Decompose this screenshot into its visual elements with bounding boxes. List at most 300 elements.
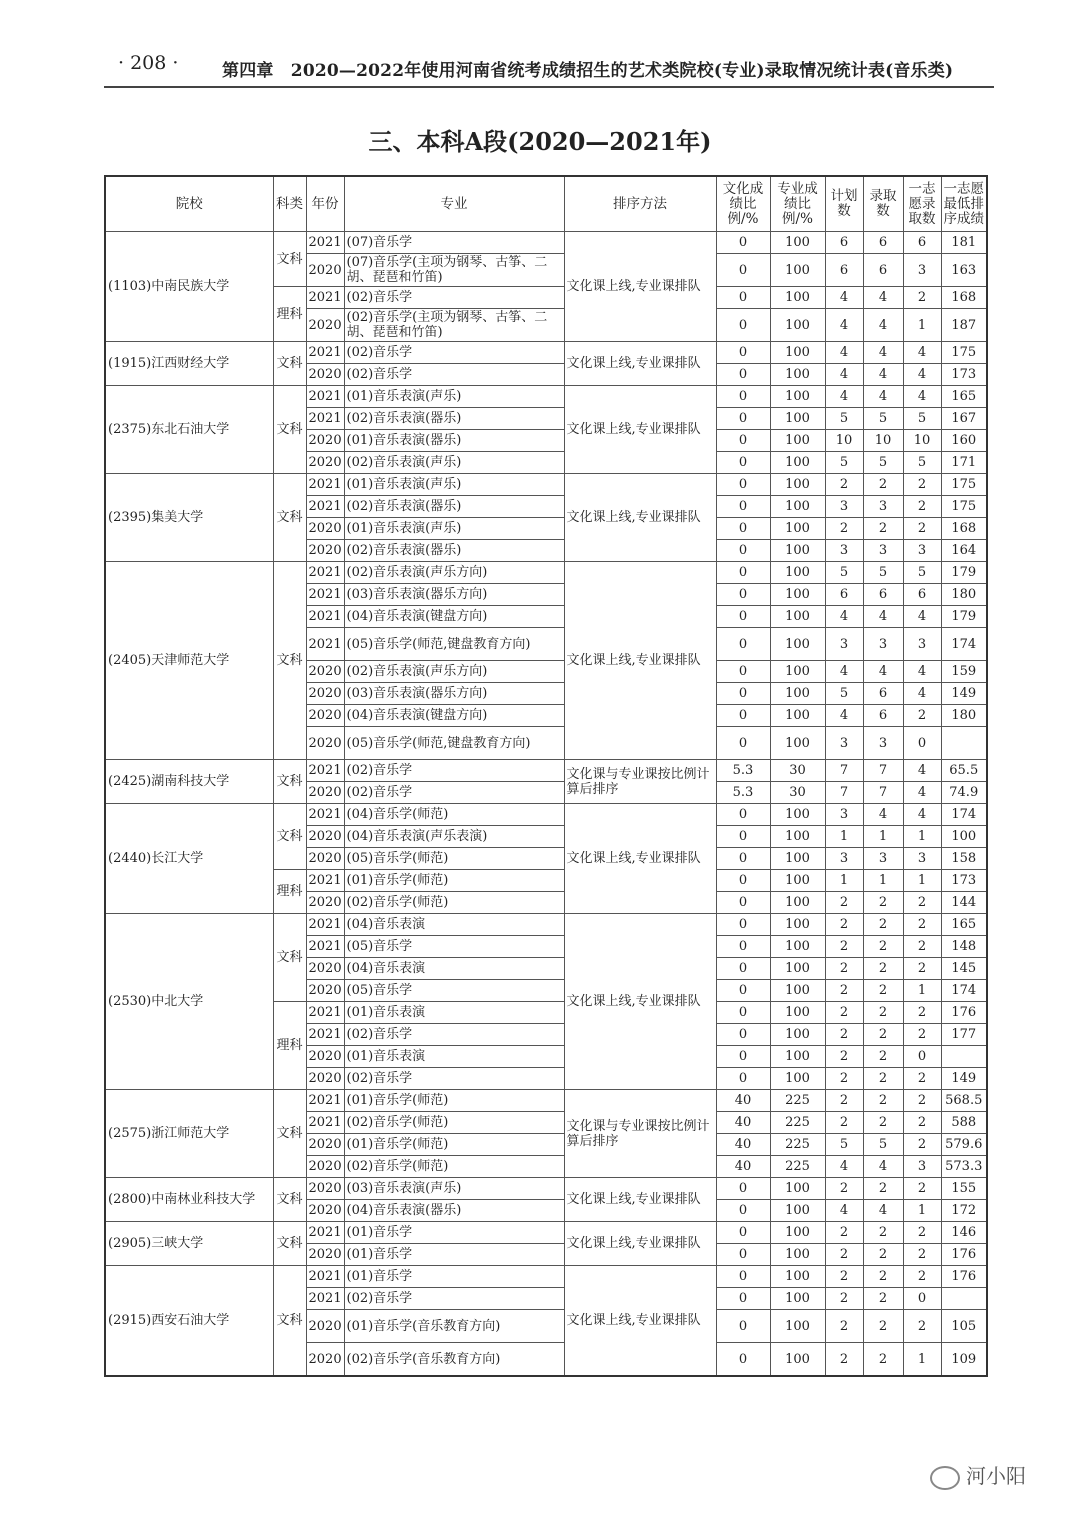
major-cell: (02)音乐学 (344, 1024, 564, 1046)
major-ratio-cell: 100 (770, 232, 825, 254)
footer-brand-text: 河小阳 (966, 1464, 1026, 1488)
year-cell: 2020 (306, 518, 344, 540)
school-name-cell: (1915)江西财经大学 (105, 342, 273, 386)
plan-cell: 2 (825, 1244, 863, 1266)
major-ratio-cell: 225 (770, 1156, 825, 1178)
major-cell: (01)音乐学 (344, 1222, 564, 1244)
min-score-cell (941, 727, 987, 760)
first-choice-cell: 2 (903, 474, 941, 496)
major-ratio-cell: 100 (770, 287, 825, 309)
culture-ratio-cell: 0 (716, 727, 770, 760)
chapter-header: 第四章 2020—2022年使用河南省统考成绩招生的艺术类院校(专业)录取情况统计表(音乐类) (222, 61, 954, 81)
admitted-cell: 4 (863, 287, 903, 309)
plan-cell: 4 (825, 1156, 863, 1178)
first-choice-cell: 2 (903, 914, 941, 936)
min-score-cell: 179 (941, 606, 987, 628)
column-header: 一志愿最低排序成绩 (941, 176, 987, 232)
year-cell: 2021 (306, 232, 344, 254)
sort-method-cell: 文化课上线,专业课排队 (564, 562, 716, 760)
major-ratio-cell: 100 (770, 584, 825, 606)
major-ratio-cell: 100 (770, 254, 825, 287)
first-choice-cell: 4 (903, 386, 941, 408)
culture-ratio-cell: 0 (716, 386, 770, 408)
admitted-cell: 2 (863, 1266, 903, 1288)
column-header: 文化成绩比例/% (716, 176, 770, 232)
culture-ratio-cell: 0 (716, 705, 770, 727)
school-name-cell: (2915)西安石油大学 (105, 1266, 273, 1377)
admitted-cell: 2 (863, 1002, 903, 1024)
first-choice-cell: 4 (903, 342, 941, 364)
major-cell: (03)音乐表演(声乐) (344, 1178, 564, 1200)
culture-ratio-cell: 0 (716, 683, 770, 705)
culture-ratio-cell: 0 (716, 1068, 770, 1090)
major-ratio-cell: 100 (770, 1244, 825, 1266)
admitted-cell: 3 (863, 628, 903, 661)
subject-cell: 文科 (273, 804, 306, 870)
first-choice-cell: 4 (903, 606, 941, 628)
min-score-cell: 173 (941, 364, 987, 386)
column-header: 一志愿录取数 (903, 176, 941, 232)
admitted-cell: 4 (863, 1156, 903, 1178)
plan-cell: 5 (825, 1134, 863, 1156)
min-score-cell: 176 (941, 1266, 987, 1288)
running-header (104, 48, 994, 88)
major-cell: (02)音乐表演(声乐) (344, 452, 564, 474)
major-ratio-cell: 225 (770, 1134, 825, 1156)
major-ratio-cell: 100 (770, 936, 825, 958)
culture-ratio-cell: 40 (716, 1112, 770, 1134)
first-choice-cell: 2 (903, 1024, 941, 1046)
admitted-cell: 6 (863, 584, 903, 606)
admitted-cell: 2 (863, 958, 903, 980)
first-choice-cell: 0 (903, 1046, 941, 1068)
first-choice-cell: 2 (903, 1310, 941, 1343)
min-score-cell: 180 (941, 705, 987, 727)
major-ratio-cell: 100 (770, 342, 825, 364)
culture-ratio-cell: 0 (716, 254, 770, 287)
admitted-cell: 7 (863, 782, 903, 804)
wechat-icon (930, 1466, 960, 1490)
min-score-cell: 181 (941, 232, 987, 254)
first-choice-cell: 1 (903, 309, 941, 342)
first-choice-cell: 4 (903, 683, 941, 705)
admitted-cell: 4 (863, 804, 903, 826)
year-cell: 2020 (306, 452, 344, 474)
admitted-cell: 2 (863, 1244, 903, 1266)
plan-cell: 4 (825, 1200, 863, 1222)
min-score-cell: 149 (941, 1068, 987, 1090)
sort-method-cell: 文化课上线,专业课排队 (564, 804, 716, 914)
year-cell: 2020 (306, 782, 344, 804)
culture-ratio-cell: 0 (716, 914, 770, 936)
min-score-cell: 174 (941, 980, 987, 1002)
subject-cell: 文科 (273, 562, 306, 760)
year-cell: 2021 (306, 870, 344, 892)
major-ratio-cell: 100 (770, 1288, 825, 1310)
plan-cell: 3 (825, 628, 863, 661)
column-header: 科类 (273, 176, 306, 232)
admitted-cell: 4 (863, 606, 903, 628)
culture-ratio-cell: 5.3 (716, 782, 770, 804)
plan-cell: 2 (825, 1024, 863, 1046)
first-choice-cell: 1 (903, 980, 941, 1002)
major-ratio-cell: 100 (770, 705, 825, 727)
year-cell: 2020 (306, 1134, 344, 1156)
header-row (105, 176, 987, 232)
culture-ratio-cell: 0 (716, 562, 770, 584)
first-choice-cell: 2 (903, 936, 941, 958)
sort-method-cell: 文化课上线,专业课排队 (564, 474, 716, 562)
plan-cell: 2 (825, 1068, 863, 1090)
first-choice-cell: 2 (903, 287, 941, 309)
plan-cell: 3 (825, 848, 863, 870)
admitted-cell: 2 (863, 914, 903, 936)
culture-ratio-cell: 0 (716, 1200, 770, 1222)
year-cell: 2021 (306, 1024, 344, 1046)
column-header: 计划数 (825, 176, 863, 232)
major-cell: (03)音乐表演(器乐方向) (344, 683, 564, 705)
min-score-cell: 146 (941, 1222, 987, 1244)
year-cell: 2020 (306, 430, 344, 452)
year-cell: 2020 (306, 848, 344, 870)
culture-ratio-cell: 40 (716, 1134, 770, 1156)
plan-cell: 4 (825, 287, 863, 309)
year-cell: 2021 (306, 914, 344, 936)
plan-cell: 2 (825, 1002, 863, 1024)
culture-ratio-cell: 0 (716, 232, 770, 254)
major-ratio-cell: 100 (770, 540, 825, 562)
major-cell: (02)音乐学(师范) (344, 1112, 564, 1134)
min-score-cell: 176 (941, 1244, 987, 1266)
major-cell: (05)音乐学(师范) (344, 848, 564, 870)
plan-cell: 4 (825, 705, 863, 727)
plan-cell: 3 (825, 727, 863, 760)
culture-ratio-cell: 0 (716, 1244, 770, 1266)
plan-cell: 3 (825, 804, 863, 826)
min-score-cell: 159 (941, 661, 987, 683)
year-cell: 2020 (306, 1343, 344, 1377)
major-ratio-cell: 100 (770, 408, 825, 430)
plan-cell: 2 (825, 1046, 863, 1068)
min-score-cell: 144 (941, 892, 987, 914)
sort-method-cell: 文化课上线,专业课排队 (564, 1266, 716, 1377)
admitted-cell: 2 (863, 1068, 903, 1090)
plan-cell: 2 (825, 914, 863, 936)
first-choice-cell: 0 (903, 1288, 941, 1310)
major-cell: (04)音乐表演(声乐表演) (344, 826, 564, 848)
first-choice-cell: 5 (903, 452, 941, 474)
major-ratio-cell: 100 (770, 606, 825, 628)
major-ratio-cell: 100 (770, 958, 825, 980)
major-cell: (02)音乐学 (344, 760, 564, 782)
major-cell: (04)音乐表演 (344, 914, 564, 936)
culture-ratio-cell: 0 (716, 1024, 770, 1046)
culture-ratio-cell: 0 (716, 936, 770, 958)
plan-cell: 2 (825, 1343, 863, 1377)
subject-cell: 文科 (273, 474, 306, 562)
culture-ratio-cell: 0 (716, 1310, 770, 1343)
culture-ratio-cell: 0 (716, 606, 770, 628)
culture-ratio-cell: 0 (716, 1343, 770, 1377)
major-ratio-cell: 100 (770, 1024, 825, 1046)
major-cell: (02)音乐学(主项为钢琴、古筝、二胡、琵琶和竹笛) (344, 309, 564, 342)
major-ratio-cell: 100 (770, 496, 825, 518)
admitted-cell: 2 (863, 1112, 903, 1134)
major-cell: (02)音乐学 (344, 342, 564, 364)
year-cell: 2020 (306, 661, 344, 683)
min-score-cell: 568.5 (941, 1090, 987, 1112)
subject-cell: 文科 (273, 914, 306, 1002)
first-choice-cell: 4 (903, 661, 941, 683)
first-choice-cell: 1 (903, 1200, 941, 1222)
min-score-cell: 165 (941, 386, 987, 408)
subject-cell: 文科 (273, 1266, 306, 1377)
admitted-cell: 6 (863, 683, 903, 705)
major-ratio-cell: 100 (770, 804, 825, 826)
major-ratio-cell: 225 (770, 1090, 825, 1112)
major-ratio-cell: 100 (770, 826, 825, 848)
major-ratio-cell: 100 (770, 1343, 825, 1377)
year-cell: 2020 (306, 705, 344, 727)
table-row (105, 342, 987, 364)
plan-cell: 2 (825, 1288, 863, 1310)
min-score-cell: 74.9 (941, 782, 987, 804)
major-cell: (02)音乐学(师范) (344, 1156, 564, 1178)
culture-ratio-cell: 0 (716, 408, 770, 430)
year-cell: 2020 (306, 1244, 344, 1266)
major-cell: (02)音乐表演(器乐) (344, 496, 564, 518)
table-row (105, 1222, 987, 1244)
table-row (105, 760, 987, 782)
culture-ratio-cell: 0 (716, 1046, 770, 1068)
sort-method-cell: 文化课上线,专业课排队 (564, 1222, 716, 1266)
table-row (105, 474, 987, 496)
admitted-cell: 4 (863, 309, 903, 342)
year-cell: 2021 (306, 1112, 344, 1134)
table-row (105, 1266, 987, 1288)
plan-cell: 5 (825, 562, 863, 584)
plan-cell: 5 (825, 452, 863, 474)
major-cell: (05)音乐学 (344, 936, 564, 958)
first-choice-cell: 2 (903, 518, 941, 540)
year-cell: 2021 (306, 1222, 344, 1244)
admitted-cell: 5 (863, 1134, 903, 1156)
min-score-cell: 180 (941, 584, 987, 606)
plan-cell: 2 (825, 1112, 863, 1134)
plan-cell: 4 (825, 386, 863, 408)
admitted-cell: 2 (863, 1024, 903, 1046)
plan-cell: 2 (825, 892, 863, 914)
culture-ratio-cell: 0 (716, 364, 770, 386)
culture-ratio-cell: 0 (716, 1266, 770, 1288)
major-cell: (01)音乐学(师范) (344, 1090, 564, 1112)
first-choice-cell: 2 (903, 958, 941, 980)
year-cell: 2020 (306, 364, 344, 386)
major-ratio-cell: 100 (770, 1222, 825, 1244)
culture-ratio-cell: 0 (716, 474, 770, 496)
year-cell: 2020 (306, 1200, 344, 1222)
admitted-cell: 2 (863, 1090, 903, 1112)
min-score-cell: 179 (941, 562, 987, 584)
subject-cell: 文科 (273, 1090, 306, 1178)
major-cell: (01)音乐表演(声乐) (344, 518, 564, 540)
major-ratio-cell: 100 (770, 914, 825, 936)
year-cell: 2021 (306, 287, 344, 309)
major-ratio-cell: 100 (770, 518, 825, 540)
plan-cell: 2 (825, 1178, 863, 1200)
table-row (105, 386, 987, 408)
school-name-cell: (2575)浙江师范大学 (105, 1090, 273, 1178)
major-ratio-cell: 100 (770, 870, 825, 892)
admitted-cell: 4 (863, 661, 903, 683)
major-cell: (05)音乐学(师范,键盘教育方向) (344, 727, 564, 760)
first-choice-cell: 3 (903, 254, 941, 287)
first-choice-cell: 2 (903, 705, 941, 727)
min-score-cell: 175 (941, 474, 987, 496)
min-score-cell: 148 (941, 936, 987, 958)
subject-cell: 理科 (273, 287, 306, 342)
footer-brand (930, 1460, 1026, 1490)
sort-method-cell: 文化课与专业课按比例计算后排序 (564, 1090, 716, 1178)
plan-cell: 4 (825, 661, 863, 683)
plan-cell: 2 (825, 474, 863, 496)
major-cell: (02)音乐学 (344, 1288, 564, 1310)
min-score-cell: 167 (941, 408, 987, 430)
year-cell: 2021 (306, 496, 344, 518)
admitted-cell: 2 (863, 518, 903, 540)
sort-method-cell: 文化课上线,专业课排队 (564, 1178, 716, 1222)
major-cell: (04)音乐表演(键盘方向) (344, 705, 564, 727)
year-cell: 2021 (306, 628, 344, 661)
subject-cell: 理科 (273, 870, 306, 914)
culture-ratio-cell: 0 (716, 628, 770, 661)
admitted-cell: 2 (863, 1288, 903, 1310)
major-ratio-cell: 30 (770, 782, 825, 804)
culture-ratio-cell: 0 (716, 496, 770, 518)
plan-cell: 3 (825, 540, 863, 562)
section-title: 三、本科A段(2020—2021年) (368, 127, 712, 156)
major-ratio-cell: 100 (770, 661, 825, 683)
admitted-cell: 3 (863, 540, 903, 562)
admitted-cell: 2 (863, 892, 903, 914)
admitted-cell: 2 (863, 1343, 903, 1377)
first-choice-cell: 2 (903, 1068, 941, 1090)
min-score-cell (941, 1288, 987, 1310)
table-row (105, 562, 987, 584)
culture-ratio-cell: 40 (716, 1090, 770, 1112)
major-ratio-cell: 100 (770, 1046, 825, 1068)
min-score-cell: 175 (941, 342, 987, 364)
first-choice-cell: 6 (903, 584, 941, 606)
culture-ratio-cell: 0 (716, 1002, 770, 1024)
culture-ratio-cell: 40 (716, 1156, 770, 1178)
major-ratio-cell: 100 (770, 430, 825, 452)
major-cell: (02)音乐学 (344, 287, 564, 309)
admitted-cell: 2 (863, 980, 903, 1002)
year-cell: 2020 (306, 1068, 344, 1090)
major-ratio-cell: 100 (770, 1310, 825, 1343)
table-row (105, 804, 987, 826)
year-cell: 2021 (306, 342, 344, 364)
first-choice-cell: 2 (903, 892, 941, 914)
culture-ratio-cell: 0 (716, 870, 770, 892)
table-row (105, 1178, 987, 1200)
major-cell: (05)音乐学(师范,键盘教育方向) (344, 628, 564, 661)
subject-cell: 文科 (273, 1178, 306, 1222)
min-score-cell: 145 (941, 958, 987, 980)
year-cell: 2020 (306, 958, 344, 980)
sort-method-cell: 文化课上线,专业课排队 (564, 232, 716, 342)
min-score-cell: 172 (941, 1200, 987, 1222)
school-name-cell: (2800)中南林业科技大学 (105, 1178, 273, 1222)
first-choice-cell: 5 (903, 408, 941, 430)
year-cell: 2021 (306, 408, 344, 430)
major-ratio-cell: 30 (770, 760, 825, 782)
year-cell: 2021 (306, 804, 344, 826)
plan-cell: 1 (825, 826, 863, 848)
year-cell: 2021 (306, 562, 344, 584)
culture-ratio-cell: 0 (716, 584, 770, 606)
major-cell: (01)音乐表演 (344, 1046, 564, 1068)
culture-ratio-cell: 0 (716, 1288, 770, 1310)
admitted-cell: 6 (863, 254, 903, 287)
first-choice-cell: 4 (903, 804, 941, 826)
major-cell: (01)音乐学(师范) (344, 870, 564, 892)
plan-cell: 4 (825, 309, 863, 342)
admitted-cell: 10 (863, 430, 903, 452)
subject-cell: 文科 (273, 760, 306, 804)
plan-cell: 2 (825, 936, 863, 958)
year-cell: 2020 (306, 683, 344, 705)
first-choice-cell: 1 (903, 1343, 941, 1377)
culture-ratio-cell: 0 (716, 518, 770, 540)
admitted-cell: 3 (863, 848, 903, 870)
year-cell: 2021 (306, 1090, 344, 1112)
year-cell: 2020 (306, 1178, 344, 1200)
first-choice-cell: 2 (903, 1112, 941, 1134)
major-cell: (04)音乐学(师范) (344, 804, 564, 826)
min-score-cell (941, 1046, 987, 1068)
year-cell: 2021 (306, 606, 344, 628)
year-cell: 2021 (306, 386, 344, 408)
major-ratio-cell: 100 (770, 1200, 825, 1222)
major-cell: (02)音乐学(师范) (344, 892, 564, 914)
major-cell: (01)音乐学 (344, 1244, 564, 1266)
year-cell: 2020 (306, 309, 344, 342)
school-name-cell: (2440)长江大学 (105, 804, 273, 914)
major-ratio-cell: 100 (770, 1266, 825, 1288)
admitted-cell: 6 (863, 232, 903, 254)
year-cell: 2020 (306, 826, 344, 848)
first-choice-cell: 2 (903, 1090, 941, 1112)
min-score-cell: 174 (941, 628, 987, 661)
subject-cell: 文科 (273, 386, 306, 474)
year-cell: 2021 (306, 760, 344, 782)
major-ratio-cell: 100 (770, 1068, 825, 1090)
major-cell: (02)音乐学 (344, 1068, 564, 1090)
min-score-cell: 171 (941, 452, 987, 474)
admitted-cell: 2 (863, 1222, 903, 1244)
year-cell: 2020 (306, 540, 344, 562)
min-score-cell: 588 (941, 1112, 987, 1134)
major-cell: (01)音乐表演(器乐) (344, 430, 564, 452)
first-choice-cell: 2 (903, 1244, 941, 1266)
first-choice-cell: 1 (903, 870, 941, 892)
plan-cell: 4 (825, 606, 863, 628)
first-choice-cell: 0 (903, 727, 941, 760)
min-score-cell: 177 (941, 1024, 987, 1046)
first-choice-cell: 3 (903, 628, 941, 661)
